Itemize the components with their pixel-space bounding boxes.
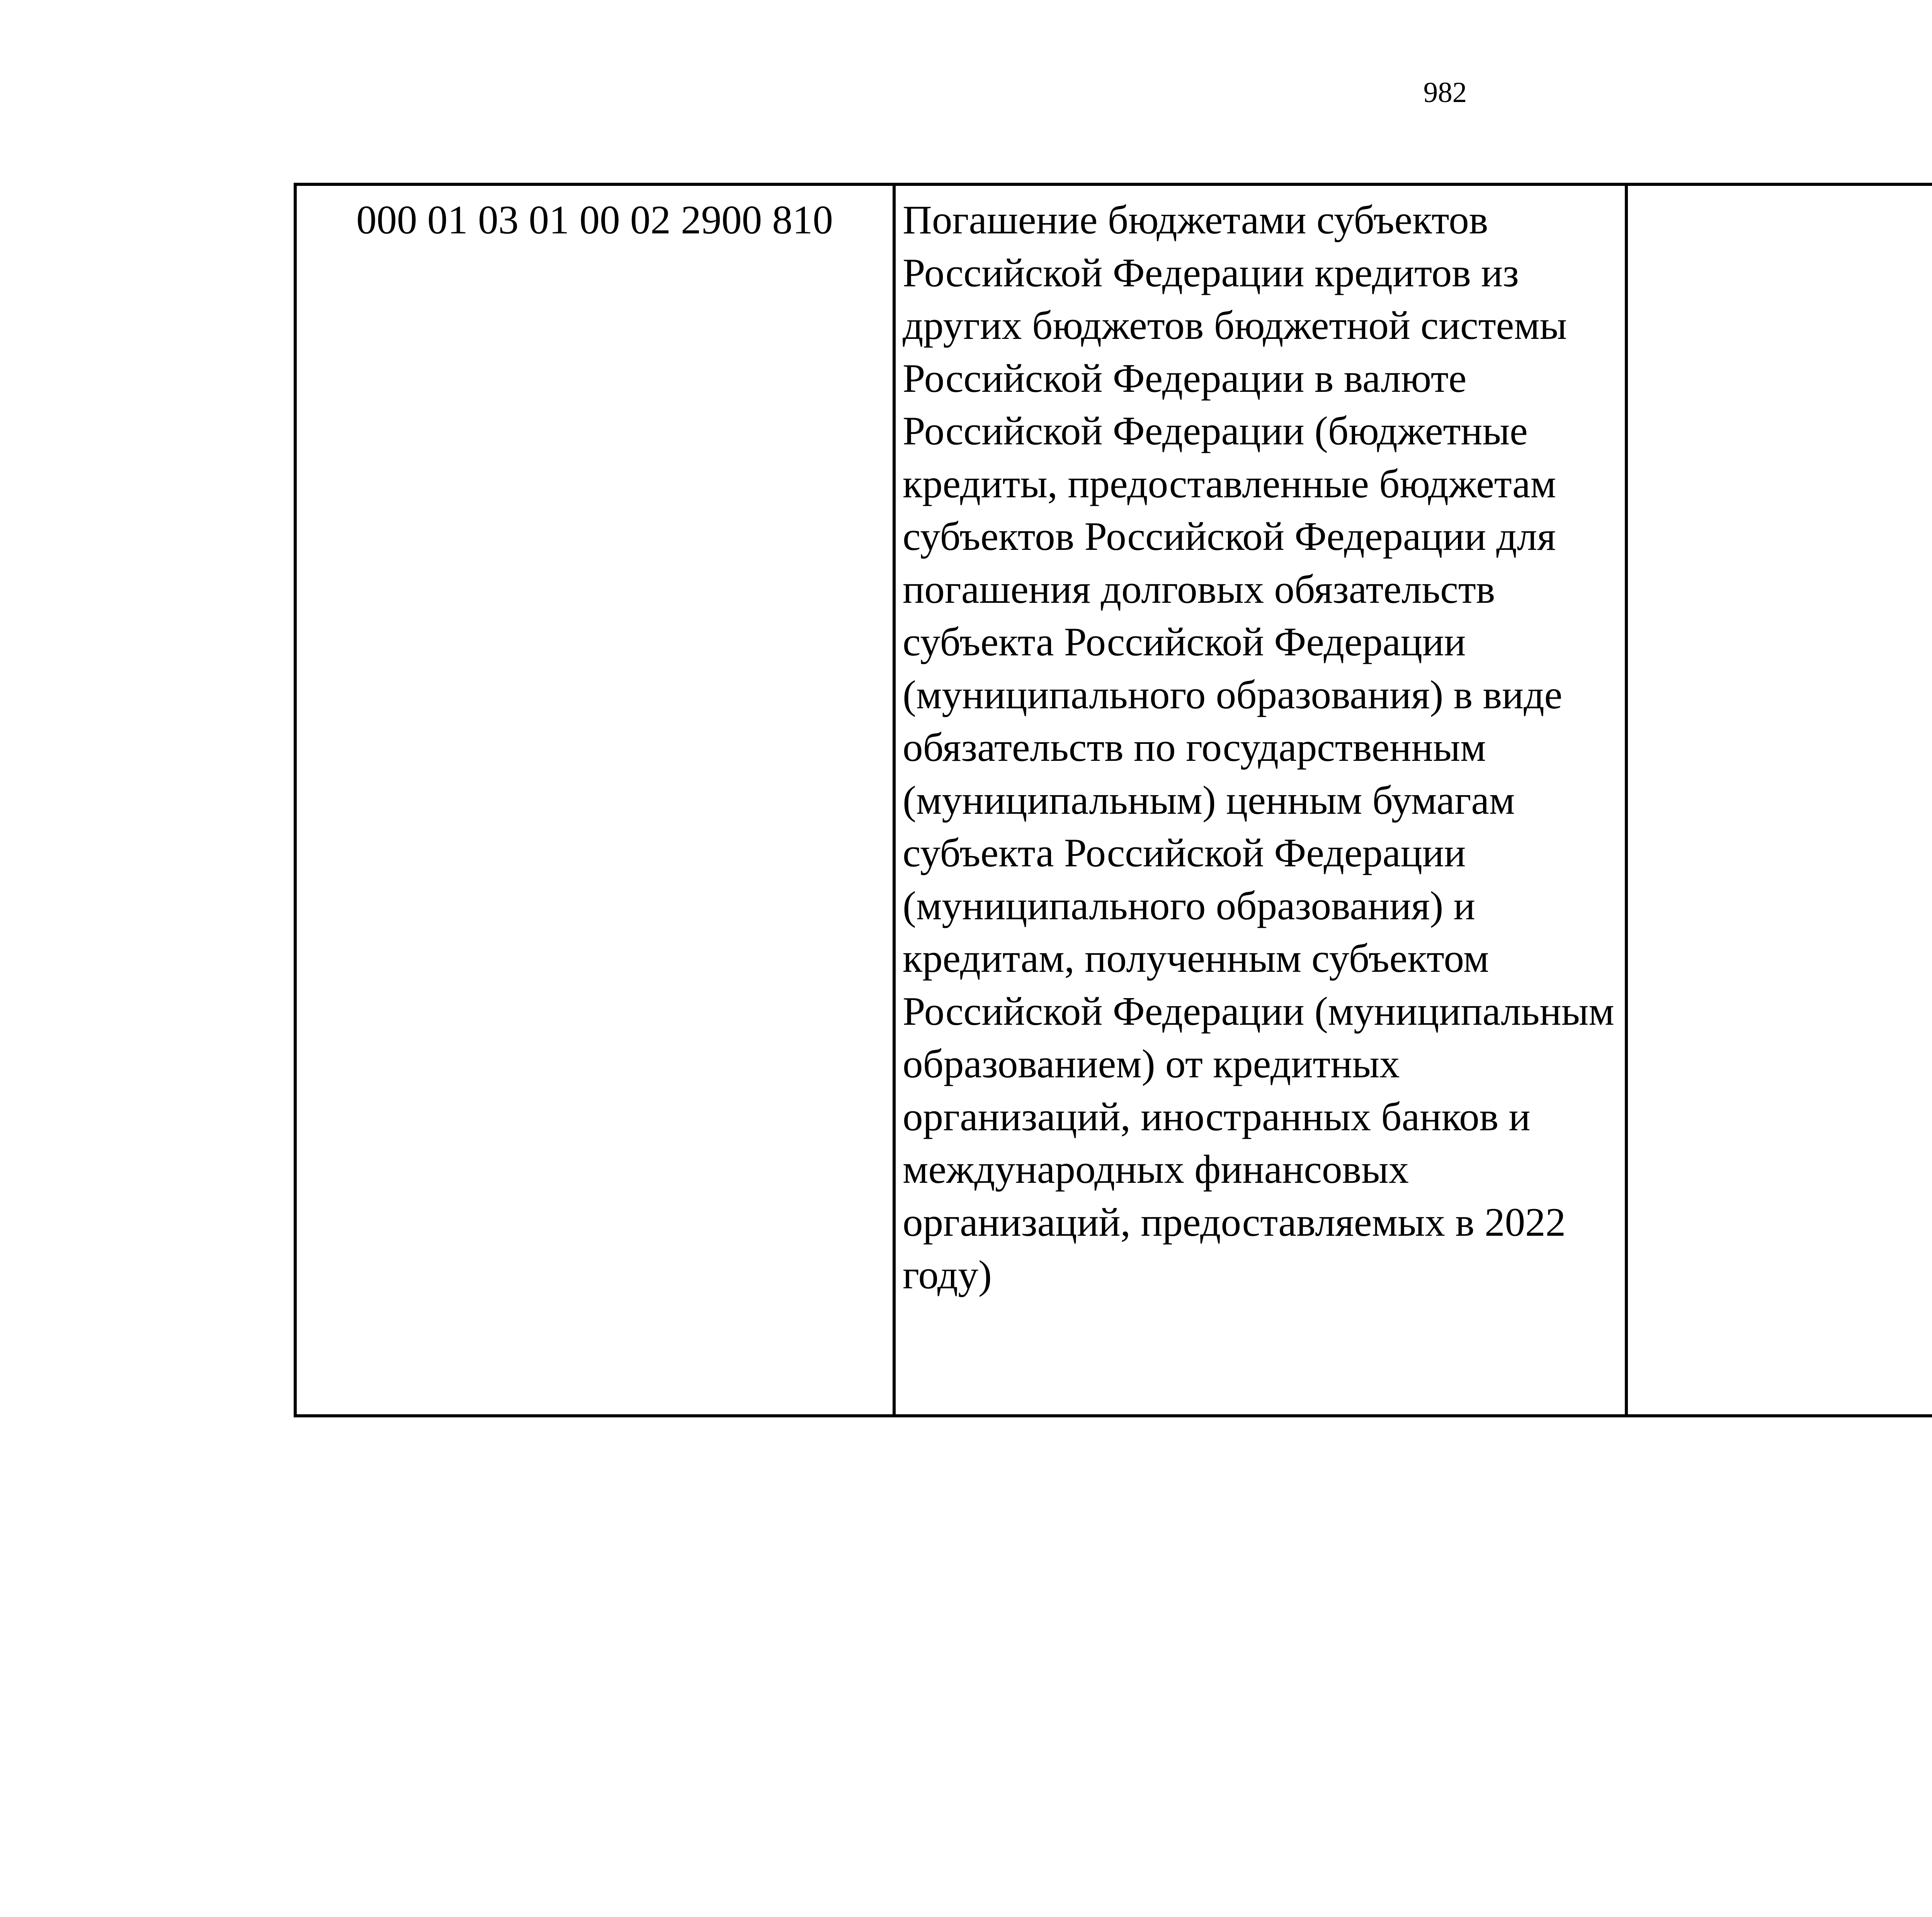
empty-cell <box>1626 184 1932 1416</box>
page-number: 982 <box>1423 77 1467 109</box>
budget-classification-code: 000 01 03 01 00 02 2900 810 <box>295 184 894 1416</box>
budget-table <box>294 183 1932 1417</box>
table-row <box>295 184 1932 1416</box>
row-description: Погашение бюджетами субъектов Российской Федерации кредитов из других бюджетов бюджетной системы Российской Федерации в валюте Российской Федерации (бюджетные кредиты, предоставленные бюджетам субъектов Российской Федерации для погашения долговых обязательств субъекта Российской Федерации (муниципального образования) в виде обязательств по государственным (муниципальным) ценным бумагам субъекта Российской Федерации (муниципального образования) и кредитам, полученным субъектом Российской Федерации (муниципальным образованием) от кредитных организаций, иностранных банков и международных финансовых организаций, предоставляемых в 2022 году) <box>894 184 1626 1416</box>
